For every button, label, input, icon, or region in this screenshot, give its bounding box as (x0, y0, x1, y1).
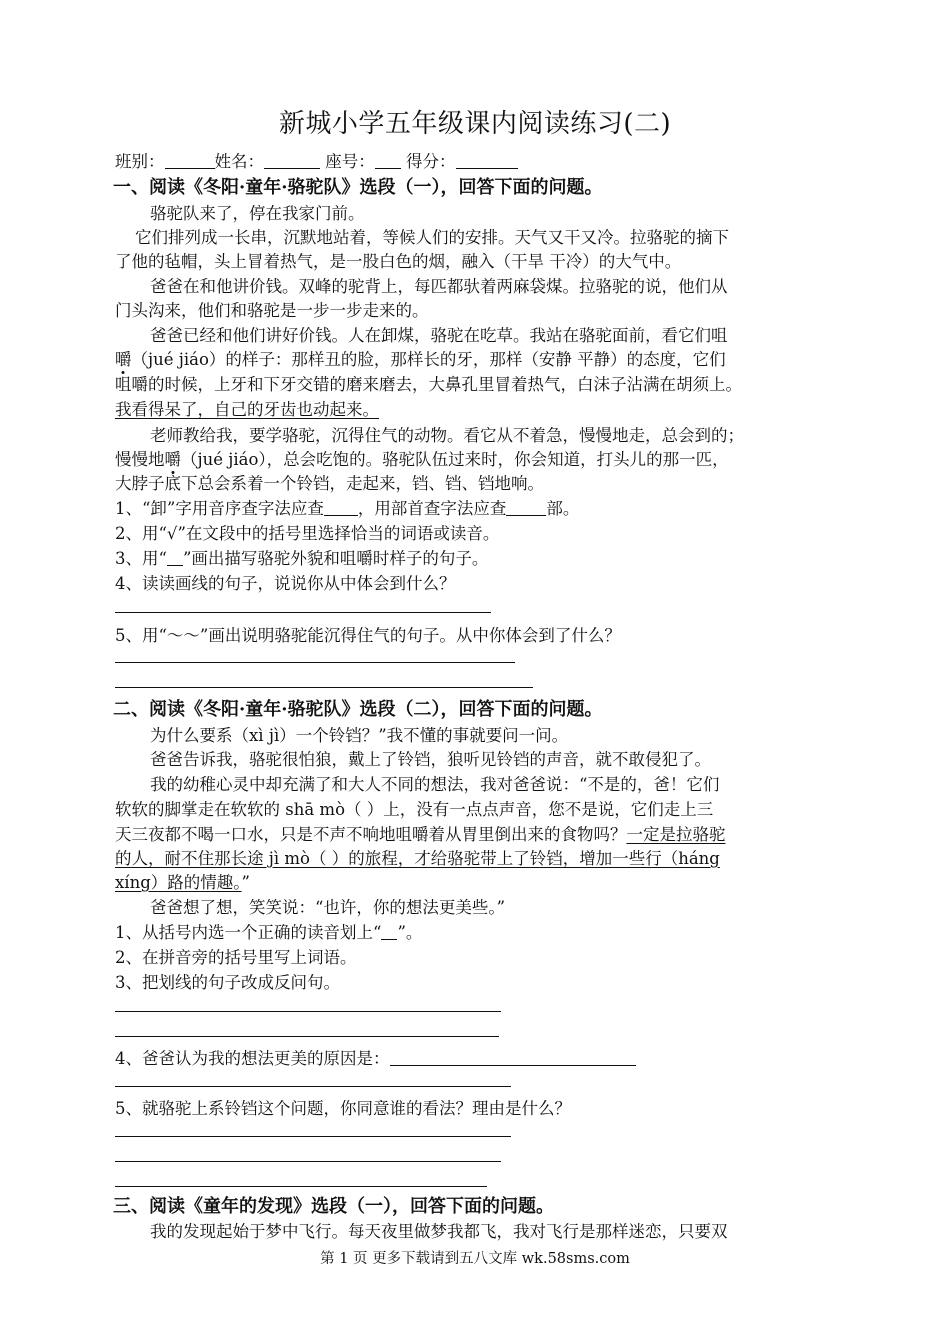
passage-line: 天三夜都不喝一口水，只是不声不响地咀嚼着从胃里倒出来的食物吗？一定是拉骆驼 (115, 825, 726, 844)
answer-blank[interactable] (324, 500, 358, 516)
passage-line: 爸爸在和他讲价钱。双峰的驼背上，每匹都驮着两麻袋煤。拉骆驼的说，他们从 (150, 277, 728, 296)
passage-line: 老师教给我，要学骆驼，沉得住气的动物。看它从不着急，慢慢地走，总会到的； (150, 426, 744, 445)
passage-line: 慢慢地嚼（jué jiáo），总会吃饱的。骆驼队伍过来时，你会知道，打头儿的那一匹， (115, 450, 729, 469)
score-blank[interactable] (456, 153, 518, 169)
question-2: 2、用“√”在文段中的括号里选择恰当的词语或读音。 (115, 524, 500, 543)
question-4: 4、读读画线的句子，说说你从中体会到什么？ (115, 574, 456, 593)
answer-line[interactable] (115, 662, 515, 663)
dotted-char: 嚼 (164, 450, 181, 469)
student-info-row (115, 148, 518, 172)
passage-line: 爸爸告诉我，骆驼很怕狼，戴上了铃铛，狼听见铃铛的声音，就不敢侵犯了。 (150, 750, 711, 769)
passage-line: 为什么要系（xì jì）一个铃铛？”我不懂的事就要问一问。 (150, 726, 569, 745)
underlined-sentence: 我看得呆了，自己的牙齿也动起来。 (115, 400, 379, 419)
name-label: 姓名： (214, 152, 264, 171)
question-5: 5、就骆驼上系铃铛这个问题，你同意谁的看法？理由是什么？ (115, 1099, 571, 1118)
score-label: 得分： (406, 152, 456, 171)
question-5: 5、用“～～”画出说明骆驼能沉得住气的句子。从中你体会到了什么？ (115, 626, 621, 645)
passage-line: 嚼（jué jiáo）的样子：那样丑的脸，那样长的牙，那样（安静 平静）的态度，它们 (115, 350, 726, 369)
dotted-char: 嚼 (115, 350, 132, 369)
section1-heading: 一、阅读《冬阳·童年·骆驼队》选段（一），回答下面的问题。 (113, 177, 603, 198)
question-1: 1、从括号内选一个正确的读音划上“ ”。 (115, 923, 423, 942)
page-title: 新城小学五年级课内阅读练习(二) (278, 109, 672, 139)
answer-line[interactable] (115, 1086, 511, 1087)
answer-line[interactable] (115, 1161, 501, 1162)
seat-label: 座号： (325, 152, 375, 171)
answer-line[interactable] (115, 1036, 499, 1037)
page-footer: 第 1 页 更多下载请到五八文库 wk.58sms.com (320, 1251, 630, 1267)
section3-heading: 三、阅读《童年的发现》选段（一），回答下面的问题。 (113, 1196, 554, 1217)
passage-line: 大脖子底下总会系着一个铃铛，走起来，铛、铛、铛地响。 (115, 474, 544, 493)
passage-line: 它们排列成一长串，沉默地站着，等候人们的安排。天气又干又冷。拉骆驼的摘下 (135, 228, 729, 247)
underline-sample (381, 924, 397, 940)
answer-line[interactable] (115, 1136, 511, 1137)
passage-line: 我的发现起始于梦中飞行。每天夜里做梦我都飞，我对飞行是那样迷恋，只要双 (150, 1222, 728, 1241)
passage-line: 门头沟来，他们和骆驼是一步一步走来的。 (115, 301, 429, 320)
passage-line: 咀嚼的时候，上牙和下牙交错的磨来磨去，大鼻孔里冒着热气，白沫子沾满在胡须上。 (115, 375, 742, 394)
passage-line: 了他的毡帽，头上冒着热气，是一股白色的烟，融入（干旱 干冷）的大气中。 (115, 252, 682, 271)
answer-line[interactable] (115, 1186, 487, 1187)
passage-line: 爸爸已经和他们讲好价钱。人在卸煤，骆驼在吃草。我站在骆驼面前，看它们咀 (150, 326, 728, 345)
answer-line[interactable] (115, 612, 491, 613)
underline-sample (167, 550, 183, 566)
passage-line: 爸爸想了想，笑笑说：“也许，你的想法更美些。” (150, 898, 506, 917)
seat-blank[interactable] (375, 153, 401, 169)
question-4: 4、爸爸认为我的想法更美的原因是： (115, 1045, 636, 1069)
answer-blank[interactable] (506, 500, 546, 516)
question-3: 3、用“ ”画出描写骆驼外貌和咀嚼时样子的句子。 (115, 549, 489, 568)
section2-heading: 二、阅读《冬阳·童年·骆驼队》选段（二），回答下面的问题。 (113, 699, 603, 720)
class-label: 班别： (115, 152, 165, 171)
name-blank[interactable] (264, 153, 320, 169)
answer-blank[interactable] (390, 1050, 636, 1066)
passage-line: 软软的脚掌走在软软的 shā mò（ ）上，没有一点点声音，您不是说，它们走上三 (115, 800, 714, 819)
answer-line[interactable] (115, 1011, 501, 1012)
passage-line: xíng）路的情趣。” (115, 873, 250, 892)
class-blank[interactable] (165, 153, 215, 169)
underlined-sentence: xíng）路的情趣。 (115, 873, 242, 892)
underlined-sentence: 一定是拉骆驼 (626, 825, 726, 844)
passage-line: 骆驼队来了，停在我家门前。 (150, 204, 365, 223)
underlined-sentence: 的人，耐不住那长途 jì mò（ ）的旅程，才给骆驼带上了铃铛，增加一些行（háng (115, 849, 720, 868)
passage-line: 我的幼稚心灵中却充满了和大人不同的想法，我对爸爸说：“不是的，爸！它们 (150, 775, 720, 794)
question-1: 1、“卸”字用音序查字法应查 ，用部首查字法应查 部。 (115, 499, 580, 518)
question-2: 2、在拼音旁的括号里写上词语。 (115, 948, 357, 967)
question-3: 3、把划线的句子改成反问句。 (115, 973, 340, 992)
answer-line[interactable] (115, 687, 533, 688)
